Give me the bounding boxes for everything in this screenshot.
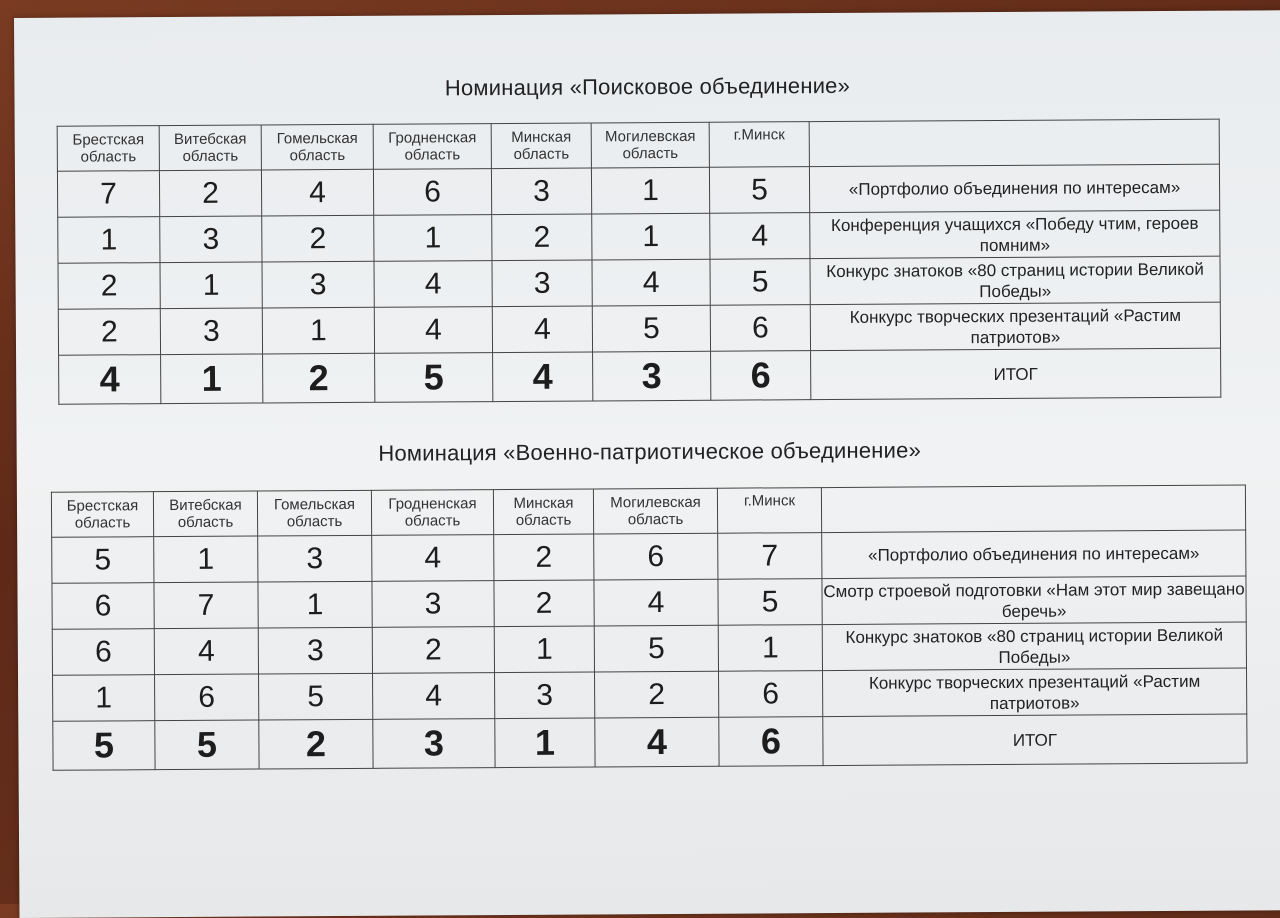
contest-label: Конкурс знатоков «80 страниц истории Великой Победы»	[822, 622, 1246, 671]
region-header: г.Минск	[717, 488, 821, 534]
contest-label: Смотр строевой подготовки «Нам этот мир завещано беречь»	[822, 576, 1246, 625]
score-cell: 3	[372, 581, 494, 628]
score-cell: 5	[52, 537, 154, 584]
table-header-row	[57, 119, 1219, 171]
region-header: Гродненская область	[373, 124, 491, 170]
region-header: Минская область	[493, 489, 593, 535]
score-cell: 4	[374, 261, 492, 308]
header-blank-cell	[821, 485, 1245, 533]
score-cell: 2	[58, 263, 160, 310]
nomination-1-title: Номинация «Поисковое объединение»	[444, 72, 851, 101]
score-cell: 6	[373, 169, 491, 216]
score-cell: 1	[258, 581, 372, 628]
score-cell: 2	[492, 214, 592, 261]
score-cell: 1	[592, 213, 710, 260]
region-header: Витебская область	[159, 125, 261, 171]
table-row	[52, 622, 1246, 675]
table-row	[52, 576, 1246, 629]
score-cell: 1	[58, 217, 160, 264]
total-cell: 3	[373, 719, 495, 769]
score-cell: 4	[261, 169, 373, 216]
score-cell: 3	[258, 627, 372, 674]
region-header: Могилевская область	[591, 122, 709, 168]
total-cell: 2	[263, 353, 375, 403]
score-cell: 5	[718, 579, 822, 626]
score-cell: 4	[372, 535, 494, 582]
total-row	[59, 348, 1221, 404]
score-cell: 2	[494, 580, 594, 627]
score-cell: 7	[154, 582, 258, 629]
total-cell: 2	[259, 719, 373, 769]
score-cell: 7	[718, 533, 822, 580]
score-cell: 2	[372, 627, 494, 674]
contest-label: Конкурс творческих презентаций «Растим патриотов»	[810, 302, 1220, 351]
score-cell: 2	[58, 309, 160, 356]
score-cell: 2	[595, 671, 719, 718]
score-cell: 2	[159, 170, 261, 217]
score-cell: 4	[373, 673, 495, 720]
score-cell: 4	[710, 213, 810, 260]
total-cell: 1	[495, 718, 595, 768]
contest-label: Конкурс знатоков «80 страниц истории Великой Победы»	[810, 256, 1220, 305]
total-cell: 1	[161, 354, 263, 404]
region-header: Брестская область	[57, 126, 159, 172]
total-label: ИТОГ	[811, 348, 1221, 400]
region-header: г.Минск	[709, 122, 809, 168]
score-cell: 5	[594, 625, 718, 672]
region-header: Гродненская область	[371, 490, 493, 536]
score-cell: 3	[495, 672, 595, 719]
score-cell: 6	[52, 629, 154, 676]
table-header-row	[51, 485, 1245, 537]
nomination-2-table	[51, 484, 1248, 770]
score-cell: 1	[494, 626, 594, 673]
score-cell: 4	[154, 628, 258, 675]
score-cell: 3	[491, 168, 591, 215]
score-cell: 3	[258, 535, 372, 582]
total-cell: 5	[53, 721, 155, 771]
region-header: Витебская область	[153, 491, 257, 537]
score-cell: 2	[262, 215, 374, 262]
table-row	[57, 164, 1219, 217]
score-cell: 4	[592, 259, 710, 306]
total-cell: 3	[593, 351, 711, 401]
region-header: Гомельская область	[261, 124, 373, 170]
score-cell: 3	[262, 261, 374, 308]
nomination-2-title: Номинация «Военно-патриотическое объединение»	[378, 437, 922, 466]
contest-label: Конкурс творческих презентаций «Растим патриотов»	[823, 668, 1247, 717]
table-row	[58, 210, 1220, 263]
contest-label: «Портфолио объединения по интересам»	[822, 530, 1246, 579]
region-header: Гомельская область	[257, 490, 371, 536]
score-cell: 3	[160, 308, 262, 355]
nomination-1-table	[57, 119, 1222, 405]
score-cell: 1	[160, 262, 262, 309]
score-cell: 5	[259, 673, 373, 720]
total-cell: 4	[59, 355, 161, 405]
score-cell: 1	[53, 675, 155, 722]
score-cell: 5	[709, 167, 809, 214]
score-cell: 3	[492, 260, 592, 307]
score-cell: 1	[262, 307, 374, 354]
score-cell: 2	[494, 534, 594, 581]
score-cell: 3	[160, 216, 262, 263]
total-cell: 4	[595, 717, 719, 767]
table-row	[52, 530, 1246, 583]
score-cell: 4	[492, 306, 592, 353]
score-cell: 7	[57, 171, 159, 218]
total-cell: 6	[719, 717, 823, 767]
score-cell: 1	[591, 167, 709, 214]
total-cell: 5	[155, 720, 259, 770]
region-header: Брестская область	[51, 492, 153, 538]
total-cell: 5	[375, 353, 493, 403]
score-cell: 6	[710, 305, 810, 352]
total-row	[53, 714, 1247, 770]
score-cell: 1	[154, 536, 258, 583]
table-row	[58, 302, 1220, 355]
total-cell: 6	[711, 351, 811, 401]
score-cell: 1	[718, 625, 822, 672]
score-cell: 6	[594, 533, 718, 580]
score-cell: 6	[52, 583, 154, 630]
contest-label: Конференция учащихся «Победу чтим, героев помним»	[810, 210, 1220, 259]
score-cell: 4	[594, 579, 718, 626]
paper-sheet	[14, 10, 1280, 918]
table-row	[58, 256, 1220, 309]
table-row	[53, 668, 1247, 721]
total-cell: 4	[493, 352, 593, 402]
score-cell: 6	[719, 671, 823, 718]
header-blank-cell	[809, 119, 1219, 167]
total-label: ИТОГ	[823, 714, 1247, 766]
contest-label: «Портфолио объединения по интересам»	[809, 164, 1219, 213]
score-cell: 5	[592, 305, 710, 352]
score-cell: 1	[374, 215, 492, 262]
score-cell: 6	[155, 674, 259, 721]
score-cell: 5	[710, 259, 810, 306]
region-header: Минская область	[491, 123, 591, 169]
region-header: Могилевская область	[593, 488, 717, 534]
score-cell: 4	[374, 307, 492, 354]
